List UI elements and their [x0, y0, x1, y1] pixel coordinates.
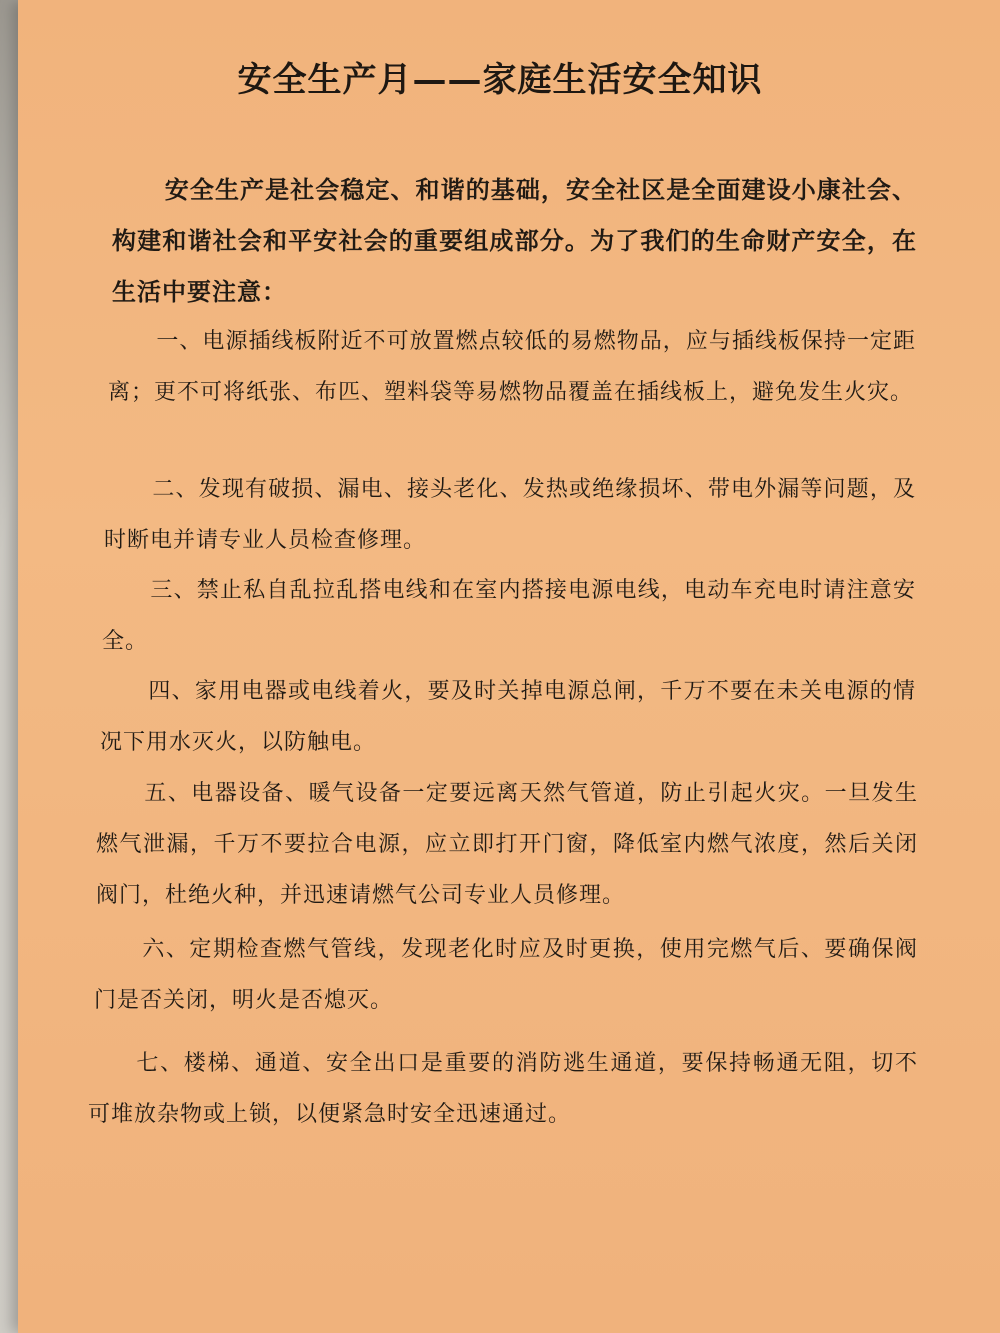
safety-item-4: 四、家用电器或电线着火，要及时关掉电源总闸，千万不要在未关电源的情况下用水灭火，以防触电。	[100, 679, 916, 755]
safety-item-6: 六、定期检查燃气管线，发现老化时应及时更换，使用完燃气后、要确保阀门是否关闭，明火是否熄灭。	[94, 937, 918, 1013]
intro-paragraph: 安全生产是社会稳定、和谐的基础，安全社区是全面建设小康社会、构建和谐社会和平安社会的重要组成部分。为了我们的生命财产安全，在生活中要注意：	[112, 175, 917, 306]
safety-item-1: 一、电源插线板附近不可放置燃点较低的易燃物品，应与插线板保持一定距离；更不可将纸张、布匹、塑料袋等易燃物品覆盖在插线板上，避免发生火灾。	[108, 329, 916, 405]
safety-item-5: 五、电器设备、暖气设备一定要远离天然气管道，防止引起火灾。一旦发生燃气泄漏，千万不要拉合电源，应立即打开门窗，降低室内燃气浓度，然后关闭阀门，杜绝火种，并迅速请燃气公司专业人员修理。	[96, 781, 918, 908]
safety-item-7: 七、楼梯、通道、安全出口是重要的消防逃生通道，要保持畅通无阻，切不可堆放杂物或上锁，以便紧急时安全迅速通过。	[88, 1051, 918, 1127]
safety-item-2: 二、发现有破损、漏电、接头老化、发热或绝缘损坏、带电外漏等问题，及时断电并请专业人员检查修理。	[104, 477, 916, 553]
safety-item-3: 三、禁止私自乱拉乱搭电线和在室内搭接电源电线，电动车充电时请注意安全。	[102, 578, 916, 654]
document-title: 安全生产月——家庭生活安全知识	[237, 60, 763, 100]
